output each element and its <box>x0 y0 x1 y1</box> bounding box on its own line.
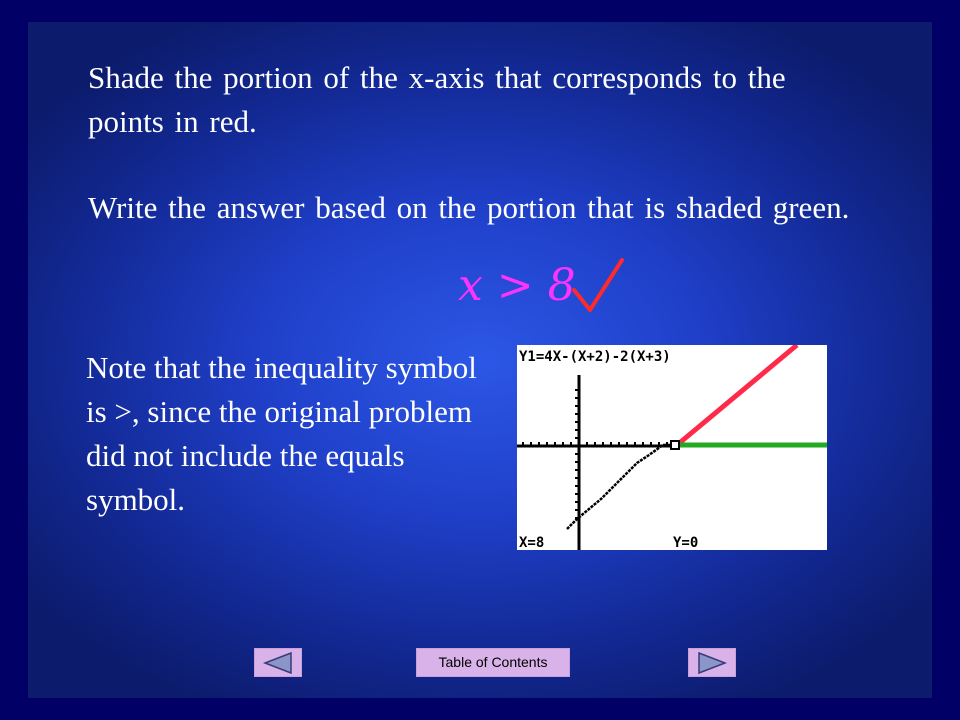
y-readout: Y=0 <box>673 535 699 550</box>
next-slide-button[interactable] <box>688 648 736 677</box>
answer-inequality: x > 8 <box>458 260 576 311</box>
right-triangle-icon <box>695 651 729 675</box>
checkmark-icon <box>570 256 626 316</box>
instruction-shade: Shade the portion of the x-axis that corresponds to the points in red. <box>88 60 786 139</box>
previous-slide-button[interactable] <box>254 648 302 677</box>
red-ray <box>677 345 797 445</box>
trace-cursor <box>671 441 679 449</box>
graph-line-black <box>567 445 677 529</box>
table-of-contents-button[interactable]: Table of Contents <box>416 648 570 677</box>
calculator-graph <box>517 345 827 550</box>
x-readout: X=8 <box>519 535 545 550</box>
instruction-write: Write the answer based on the portion that is shaded green. <box>88 190 850 225</box>
left-triangle-icon <box>261 651 295 675</box>
note-text: Note that the inequality symbol is >, since the original problem did not include the equals symbol. <box>86 350 477 517</box>
calculator-equation: Y1=4X-(X+2)-2(X+3) <box>519 349 671 365</box>
